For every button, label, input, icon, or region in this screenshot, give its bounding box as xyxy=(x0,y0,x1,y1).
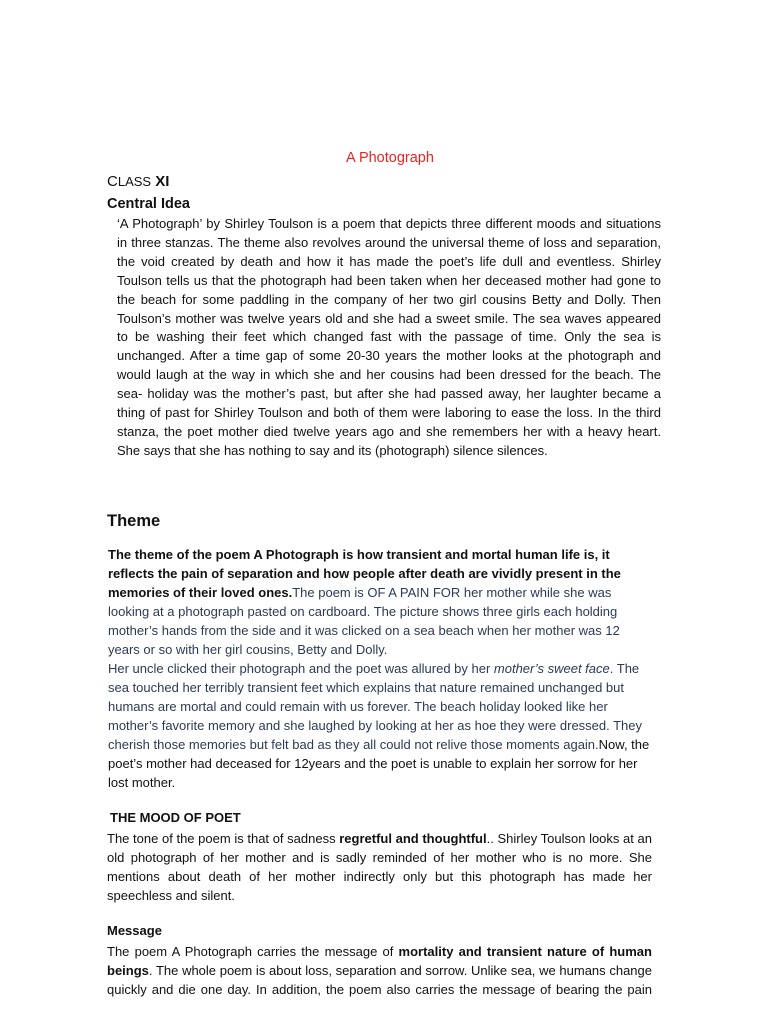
theme-text-2b: . The sea touched her terribly transient feet which explains that nature remained unchanged but humans are mortal and could remain with us forever. The beach holiday looked like her mother’s favorite memory and she laughed by looking at her as hoe they were dressed. They cherish those memories but felt bad as they all could not relive those moments again. xyxy=(108,661,643,752)
message-text-b: . The whole poem is about loss, separation and sorrow. Unlike sea, we humans change quickly and die one day. In addition, the poem also carries the message of bearing the pain xyxy=(107,963,652,997)
theme-bold-intro: The theme of the poem A Photograph is how transient and mortal human life is, it reflects the pain of separation and how people after death are vividly present in the memories of their loved ones. xyxy=(108,547,621,600)
theme-heading: Theme xyxy=(107,512,161,530)
theme-text-1: The poem is OF A PAIN FOR her mother while she was looking at a photograph pasted on cardboard. The picture shows three girls each holding mother’s hands from the side and it was clicked on a sea beach when her mother was 12 years or so with her girl cousins, Betty and Dolly. xyxy=(108,585,620,657)
document-title: A Photograph xyxy=(346,150,434,166)
mood-heading: THE MOOD OF POET xyxy=(110,810,241,825)
class-suffix: XI xyxy=(151,173,170,190)
central-idea-paragraph: ‘A Photograph’ by Shirley Toulson is a poem that depicts three different moods and situations in three stanzas. The theme also revolves around the universal theme of loss and separation, the void created by death and how it has made the poet’s life dull and eventless. Shirley Toulson tells us that the photograph had been taken when her deceased mother had gone to the beach for some paddling in the company of her two girl cousins Betty and Dolly. Then Toulson’s mother was twelve years old and she had a sweet smile. The sea waves appeared to be washing their feet which changed fast with the passage of time. Only the sea is unchanged. After a time gap of some 20-30 years the mother looks at the photograph and would laugh at the way in which she and her cousins had been dressed for the beach. The sea- holiday was the mother’s past, but after she had passed away, her laughter became a thing of past for Shirley Toulson and both of them were laboring to ease the loss. In the third stanza, the poet mother died twelve years ago and she remembers her with a heavy heart. She says that she has nothing to say and its (photograph) silence silences. xyxy=(117,216,661,458)
message-paragraph xyxy=(107,942,652,999)
class-prefix: C xyxy=(107,173,118,190)
theme-text-2c: Now, the poet’s mother had deceased for 12years and the poet is unable to explain her sorrow for her lost mother. xyxy=(108,737,650,790)
theme-text-2a: Her uncle clicked their photograph and the poet was allured by her xyxy=(108,661,494,676)
theme-paragraph xyxy=(108,545,653,792)
message-heading: Message xyxy=(107,923,162,938)
message-text-a: The poem A Photograph carries the message of xyxy=(107,944,399,959)
theme-italic-phrase: mother’s sweet face xyxy=(493,661,610,676)
mood-text-b: .. Shirley Toulson looks at an old photograph of her mother and is sadly reminded of her mother who is no more. She mentions about death of her mother indirectly only but this photograph has made her speechless and silent. xyxy=(107,831,652,903)
mood-text-a: The tone of the poem is that of sadness xyxy=(107,831,340,846)
class-mid: LASS xyxy=(117,174,152,189)
mood-paragraph xyxy=(107,829,652,905)
message-bold: mortality and transient nature of human beings xyxy=(107,944,652,978)
class-label xyxy=(107,173,169,190)
central-idea-heading: Central Idea xyxy=(107,196,190,212)
mood-bold: regretful and thoughtful xyxy=(339,831,487,846)
